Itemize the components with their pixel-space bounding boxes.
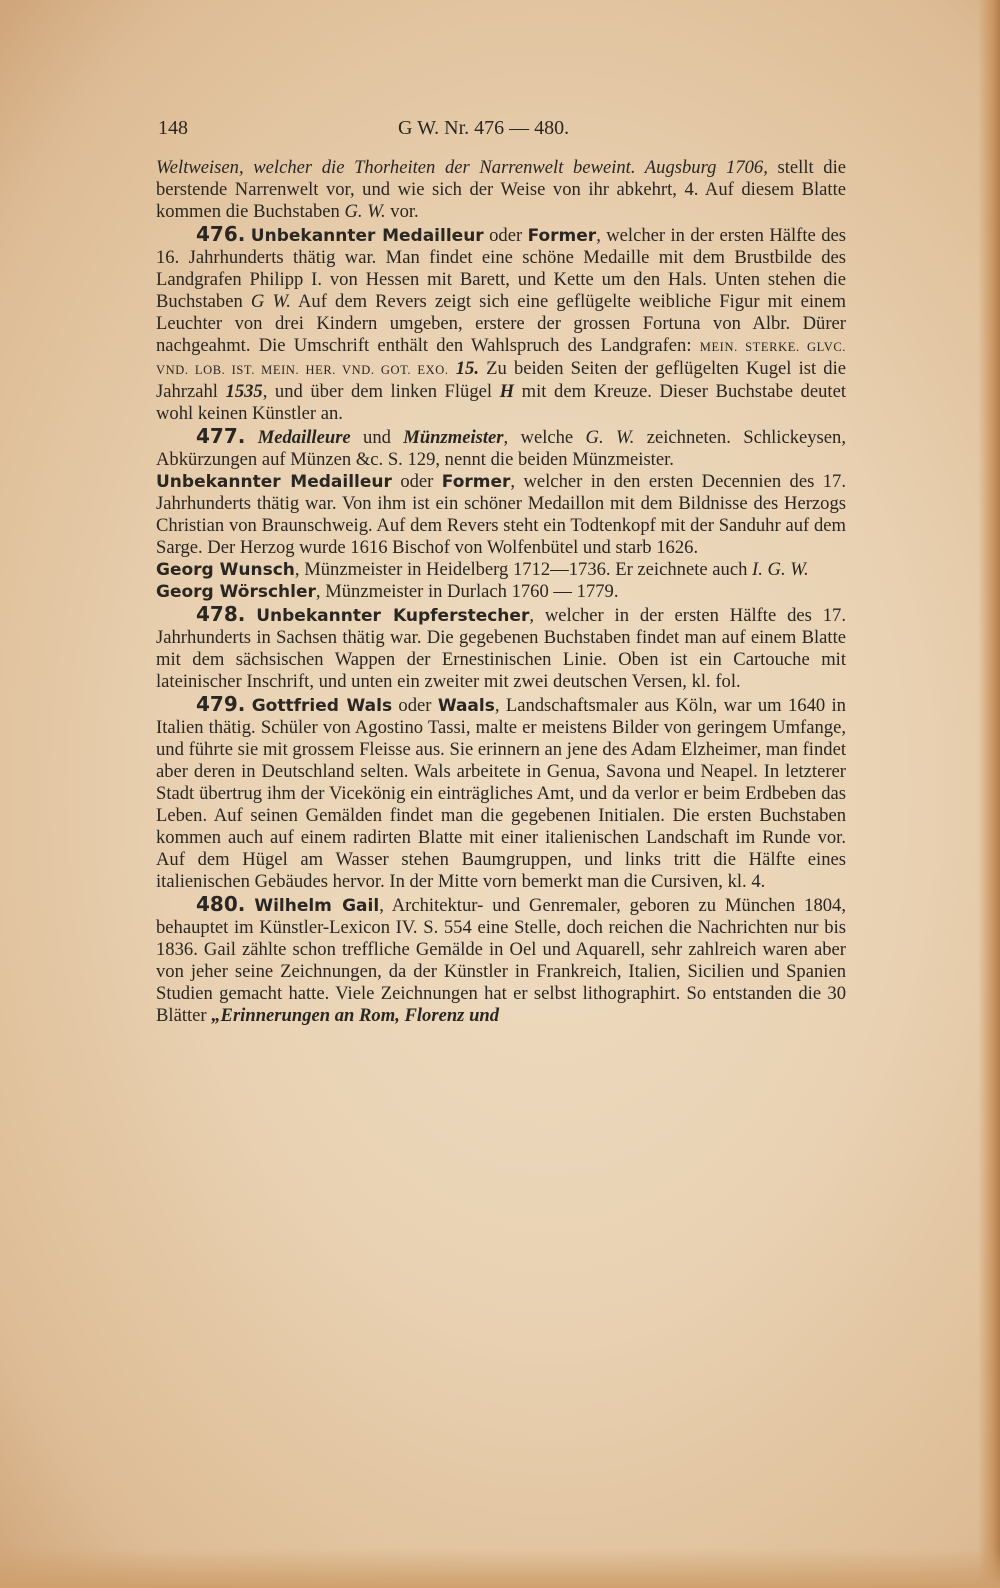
entry-heading: Unbekannter Kupferstecher (256, 606, 530, 626)
entry-heading: Unbekannter Medailleur (250, 226, 484, 246)
entry-heading-alt: Münzmeister (403, 427, 504, 448)
entry-number: 480. (196, 892, 246, 916)
entry-heading-alt: Former (527, 226, 597, 246)
intro-paragraph (156, 157, 846, 223)
entry-text: , Münzmeister in Durlach 1760 — 1779. (315, 581, 619, 602)
entry-heading: Georg Wunsch (156, 560, 295, 580)
entry-text: , welcher in den ersten Decennien des 17. Jahrhunderts thätig war. Von ihm ist ein schöner Medaillon mit dem Bildnisse des Herzogs Christian von Braunschweig. Auf dem Revers steht ein Todtenkopf mit der Sanduhr auf dem Sarge. Der Herzog wurde 1616 Bischof von Wolfenbütel und starb 1626. (156, 471, 847, 558)
entry-heading: Medailleure (257, 427, 351, 448)
intro-letters: G. W. (344, 201, 386, 222)
motto-number: 15. (448, 358, 479, 379)
entry-heading: Wilhelm Gail (254, 896, 380, 916)
entry-number: 476. (196, 222, 246, 246)
entry-text: , welche (503, 427, 586, 448)
motto-text: MEIN. STERKE. GLVC. VND. LOB. IST. MEIN. HER. VND. GOT. EXO. (156, 340, 846, 377)
entry-text: , Münzmeister in Heidelberg 1712—1736. Er zeichnete auch (294, 559, 753, 580)
intro-text: stellt die berstende Narrenwelt vor, und wie sich der Weise von ihr abkehrt, 4. Auf diesem Blatte kommen die Buchstaben (156, 157, 846, 222)
intro-italic-title: Weltweisen, welcher die Thorheiten der Narrenwelt beweint. Augsburg 1706, (156, 157, 768, 178)
entry-476 (156, 223, 846, 425)
entry-number: 477. (196, 424, 246, 448)
entry-heading-alt: Waals (437, 696, 495, 716)
entry-letters: G W. (250, 291, 291, 312)
year-text: 1535 (225, 381, 263, 402)
page-bottom-shadow (0, 1548, 1000, 1588)
entry-text: zeichneten. Schlickeysen, Abkürzungen auf Münzen &c. S. 129, nennt die beiden Münzmeister. (156, 427, 846, 470)
letter-h: H (499, 381, 515, 402)
entry-number: 479. (196, 692, 246, 716)
entry-letters: I. G. W. (752, 559, 809, 580)
entry-heading: Georg Wörschler (156, 582, 316, 602)
entry-conjunction: oder (391, 471, 442, 492)
entry-heading: Unbekannter Medailleur (156, 472, 392, 492)
entry-477-medailleur (156, 471, 846, 559)
entry-letters: G. W. (585, 427, 635, 448)
entry-text: , und über dem linken Flügel (262, 381, 500, 402)
page-number: 148 (158, 117, 188, 139)
entry-number: 478. (196, 602, 246, 626)
entry-text: , welcher in der ersten Hälfte des 17. Jahrhunderts in Sachsen thätig war. Die gegebenen Buchstaben findet man auf einem Blatte mit dem sächsischen Wappen der Ernestinischen Linie. Oben ist ein Cartouche mit lateinischer Inschrift, und unten ein zweiter mit zwei deutschen Versen, kl. fol. (156, 605, 846, 692)
entry-479 (156, 693, 846, 893)
header-title: G W. Nr. 476 — 480. (398, 117, 570, 139)
entry-text: , Landschaftsmaler aus Köln, war um 1640 in Italien thätig. Schüler von Agostino Tassi, malte er meistens Bilder von geringem Umfange, und führte sie mit grossem Fleisse aus. Sie erinnern an jene des Adam Elzheimer, man findet aber deren in Deutschland selten. Wals arbeitete in Genua, Savona und Neapel. In letzterer Stadt übertrug ihm der Vicekönig ein einträgliches Amt, und da verlor er beim Erdbeben das Leben. Auf seinen Gemälden findet man die gegebenen Initialen. Die ersten Buchstaben kommen auch auf einem radirten Blatte mit einer italienischen Landschaft im Runde vor. Auf dem Hügel am Wasser stehen Baumgruppen, und links tritt die Hälfte eines italienischen Gebäudes hervor. In der Mitte vorn bemerkt man die Cursiven, kl. 4. (156, 695, 846, 892)
entry-text: Zu beiden Seiten der geflügelten Kugel ist die Jahrzahl (156, 358, 847, 402)
running-header (158, 117, 848, 141)
intro-end: vor. (385, 201, 419, 222)
entry-478 (156, 603, 846, 693)
entry-477 (156, 425, 846, 471)
entry-text: mit dem Kreuze. Dieser Buchstabe deutet wohl keinen Künstler an. (156, 381, 846, 424)
entry-477-wunsch (156, 559, 846, 581)
entry-heading-alt: Former (441, 472, 511, 492)
entry-heading: Gottfried Wals (251, 696, 393, 716)
entry-conjunction: oder (392, 695, 438, 716)
entry-480 (156, 893, 846, 1027)
entry-477-woerschler (156, 581, 846, 603)
entry-text: , Architektur- und Genremaler, geboren zu München 1804, behauptet im Künstler-Lexicon IV. S. 554 eine Stelle, doch reichen die Nachrichten nur bis 1836. Gail zählte schon treffliche Gemälde in Oel und Aquarell, sehr zahlreich waren aber von jeher seine Zeichnungen, da der Künstler in Frankreich, Italien, Sicilien und Spanien Studien gemacht hatte. Viele Zeichnungen hat er selbst lithographirt. So entstanden die 30 Blätter (156, 895, 846, 1026)
body-text (156, 157, 846, 1027)
entry-conjunction: oder (483, 225, 528, 246)
entry-text: Auf dem Revers zeigt sich eine geflügelte weibliche Figur mit einem Leuchter von drei Kindern umgeben, erstere der grossen Fortuna von Albr. Dürer nachgeahmt. Die Umschrift enthält den Wahlspruch des Landgrafen: (156, 291, 846, 356)
entry-italic-title: „Erinnerungen an Rom, Florenz und (211, 1005, 500, 1026)
page-edge-shadow (978, 0, 1000, 1588)
entry-conjunction: und (350, 427, 404, 448)
entry-text: , welcher in der ersten Hälfte des 16. Jahrhunderts thätig war. Man findet eine schöne Medaille mit dem Brustbilde des Landgrafen Philipp I. von Hessen mit Barett, und Kette um den Hals. Unten stehen die Buchstaben (156, 225, 846, 312)
